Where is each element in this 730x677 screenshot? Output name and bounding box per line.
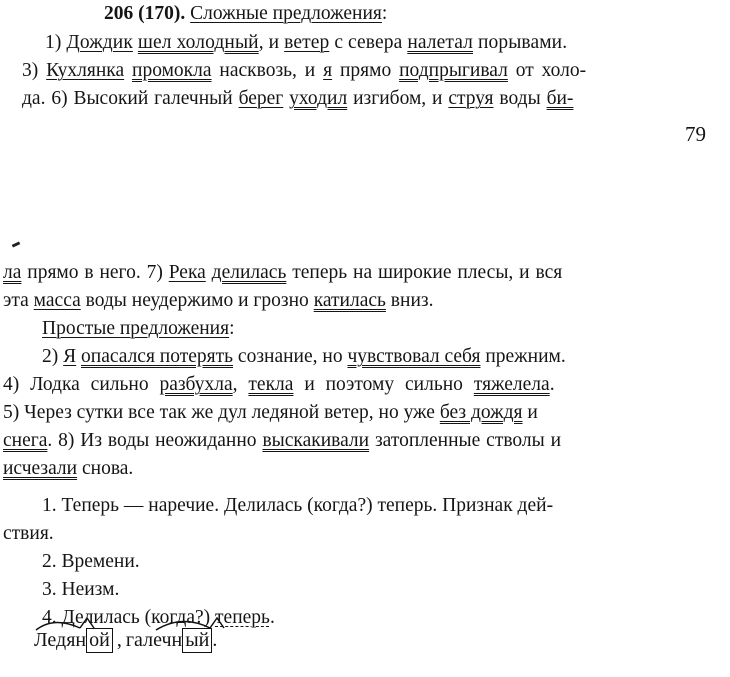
text: теперь на широкие плесы, и вся <box>286 262 563 283</box>
subject: Река <box>168 262 206 283</box>
text: воды <box>493 88 547 109</box>
text: порывами. <box>473 32 568 53</box>
text: с севера <box>329 32 408 53</box>
text: прямо в него. 7) <box>21 262 169 283</box>
subject: Я <box>63 346 77 367</box>
morpheme-marks <box>34 614 294 644</box>
text: изгибом, и <box>347 88 449 109</box>
predicate: выскакивали <box>262 430 370 451</box>
root-arc-icon <box>156 621 210 630</box>
period: . <box>212 629 218 651</box>
word-1-root: Ледян <box>34 629 87 651</box>
text: . <box>269 607 275 628</box>
text: . <box>549 374 555 395</box>
comma: , <box>116 629 122 651</box>
text: вниз. <box>385 290 434 311</box>
text: 4. Делилась (когда?) <box>42 607 216 628</box>
subject: струя <box>448 88 494 109</box>
complex-line-2 <box>22 60 586 81</box>
predicate: би- <box>546 88 574 109</box>
subject: я <box>323 60 333 81</box>
text: и поэтому сильно <box>293 374 474 395</box>
text: . 8) Из воды неожиданно <box>47 430 263 451</box>
word-2-ending: ый <box>182 628 212 653</box>
exercise-number: 206 (170). <box>104 3 186 24</box>
simple-line-4 <box>3 430 561 451</box>
text: 3) <box>22 60 47 81</box>
subject: Кухлянка <box>46 60 125 81</box>
text: насквозь, и <box>211 60 324 81</box>
predicate: чувствовал себя <box>347 346 481 367</box>
predicate: разбухла <box>159 374 233 395</box>
complex-line-4 <box>3 262 562 283</box>
text: сознание, но <box>233 346 348 367</box>
simple-line-3 <box>3 402 538 423</box>
root-arc-icon <box>36 622 80 630</box>
simple-heading: Простые предложения <box>42 318 230 339</box>
text: прежним. <box>480 346 566 367</box>
text: снова. <box>77 458 134 479</box>
word-2-root: галечн <box>125 629 183 651</box>
predicate: снега <box>3 430 48 451</box>
scan-mark <box>12 241 21 247</box>
adverbial: теперь <box>215 607 270 628</box>
predicate: подпрыгивал <box>399 60 508 81</box>
word-1-ending: ой <box>86 628 113 653</box>
answer-3: 3. Неизм. <box>42 579 120 600</box>
morpheme-analysis <box>34 628 217 653</box>
text: прямо <box>332 60 400 81</box>
subject: ветер <box>284 32 330 53</box>
text: затопленные стволы и <box>369 430 562 451</box>
text: от холо- <box>507 60 587 81</box>
answer-1-cont: ствия. <box>3 523 54 544</box>
complex-line-1 <box>45 32 567 53</box>
text: , и <box>258 32 285 53</box>
simple-heading-line <box>42 318 235 339</box>
text: 1) <box>45 32 67 53</box>
predicate: тяжелела <box>473 374 550 395</box>
predicate: исчезали <box>3 458 78 479</box>
text: воды неудержимо и грозно <box>80 290 314 311</box>
predicate: шел холодный <box>137 32 259 53</box>
complex-heading: Сложные предложения <box>190 3 382 24</box>
subject: Дождик <box>66 32 133 53</box>
page-number: 79 <box>685 122 706 146</box>
text: 2) <box>42 346 64 367</box>
exercise-title <box>104 3 387 24</box>
simple-line-5 <box>3 458 133 479</box>
colon: : <box>381 3 388 24</box>
predicate: делилась <box>211 262 287 283</box>
text: и <box>522 402 538 423</box>
text: эта <box>3 290 34 311</box>
predicate: без дождя <box>439 402 523 423</box>
suffix-caret-icon <box>210 618 224 628</box>
suffix-caret-icon <box>80 618 94 628</box>
predicate: уходил <box>289 88 348 109</box>
text: 5) Через сутки все так же дул ледяной ветер, но уже <box>3 402 440 423</box>
text: 4) Лодка сильно <box>3 374 160 395</box>
text: да. 6) Высокий галечный <box>22 88 239 109</box>
text <box>124 60 132 81</box>
predicate: промокла <box>132 60 212 81</box>
simple-line-1 <box>42 346 566 367</box>
predicate: катилась <box>313 290 386 311</box>
predicate: налетал <box>407 32 473 53</box>
complex-line-3 <box>22 88 573 109</box>
subject: берег <box>238 88 284 109</box>
predicate: текла <box>248 374 294 395</box>
subject: масса <box>33 290 81 311</box>
simple-line-2 <box>3 374 555 395</box>
predicate: ла <box>3 262 22 283</box>
complex-line-5 <box>3 290 433 311</box>
colon: : <box>229 318 235 339</box>
text: , <box>232 374 249 395</box>
answer-2: 2. Времени. <box>42 551 140 572</box>
answer-1: 1. Теперь — наречие. Делилась (когда?) теперь. Признак дей- <box>42 495 554 516</box>
predicate: опасался потерять <box>81 346 234 367</box>
